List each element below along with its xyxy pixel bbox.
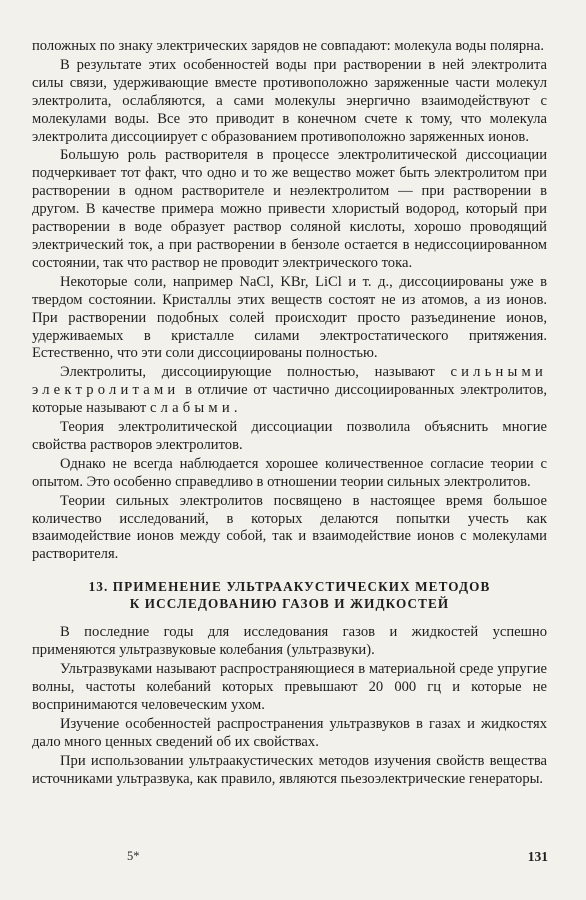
paragraph-theory-explained: Теория электролитической диссоциации позволила объяснить многие свойства растворов электролитов.	[32, 419, 547, 453]
section-heading-line2: К ИССЛЕДОВАНИЮ ГАЗОВ И ЖИДКОСТЕЙ	[129, 596, 450, 612]
term-strong-electrolytes: сильными электролитами	[32, 364, 547, 399]
paragraph-strong-electrolyte-research: Теории сильных электролитов посвящено в настоящее время большое количество исследований, в которых делаются попытки учесть как взаимодействие ионов между собой, так и взаимодействие ионов с молекулами растворителя.	[32, 492, 547, 563]
paragraph-salts-solid-state: Некоторые соли, например NaCl, KBr, LiCl и т. д., диссоциированы уже в твердом состоянии. Кристаллы этих веществ состоят не из атомов, а из ионов. При растворении подобных солей происходит просто разъединение ионов, удерживаемых в кристалле силами электростатического притяжения. Естественно, что эти соли диссоциированы полностью.	[32, 273, 547, 362]
strong-part2: в отличие от частично диссоциированных электролитов, которые называют	[32, 382, 547, 417]
paragraph-ultrasound-definition: Ультразвуками называют распространяющиеся в материальной среде упругие волны, частоты колебаний которых превышают 20 000 гц и которые не воспринимаются человеческим ухом.	[32, 661, 547, 713]
paragraph-water-dissociation: В результате этих особенностей воды при растворении в ней электролита силы связи, удерживающие вместе противоположно заряженные части молекул электролита, ослабляются, а сами молекулы энергично взаимодействуют с молекулами воды. Все это приводит в конечном счете к тому, что молекула электролита диссоциирует с образованием противоположно заряженных ионов.	[32, 56, 547, 145]
page-body	[32, 38, 547, 788]
paragraph-solvent-role: Большую роль растворителя в процессе электролитической диссоциации подчеркивает тот факт, что одно и то же вещество может быть электролитом при растворении в одном растворителе и неэлектролитом — при растворении в другом. В качестве примера можно привести хлористый водород, который при растворении в воде образует раствор соляной кислоты, хорошо проводящий электрический ток, а при растворении в бензоле остается в недиссоциированном состоянии, так что раствор не проводит электрического тока.	[32, 147, 547, 271]
section-heading-line1: 13. ПРИМЕНЕНИЕ УЛЬТРААКУСТИЧЕСКИХ МЕТОДОВ	[88, 579, 491, 595]
paragraph-ultrasound-study: Изучение особенностей распространения ультразвуков в газах и жидкостях дало много ценных сведений об их свойствах.	[32, 715, 547, 750]
paragraph-theory-agreement: Однако не всегда наблюдается хорошее количественное согласие теории с опытом. Это особенно справедливо в отношении теории сильных электролитов.	[32, 455, 547, 490]
printer-signature-mark: 5*	[127, 849, 140, 863]
strong-part1: Электролиты, диссоциирующие полностью, называют	[60, 364, 451, 381]
paragraph-continued: положных по знаку электрических зарядов не совпадают: молекула воды полярна.	[32, 38, 545, 54]
strong-part3: .	[233, 400, 238, 417]
paragraph-piezo-generators: При использовании ультраакустических методов изучения свойств вещества источниками ультразвука, как правило, являются пьезоэлектрические генераторы.	[32, 752, 547, 787]
page-number: 131	[527, 849, 548, 864]
paragraph-strong-weak-electrolytes	[32, 364, 547, 418]
section-heading	[32, 578, 547, 612]
paragraph-ultrasound-use: В последние годы для исследования газов и жидкостей успешно применяются ультразвуковые колебания (ультразвуки).	[32, 624, 547, 659]
term-weak: слабыми	[149, 400, 234, 417]
